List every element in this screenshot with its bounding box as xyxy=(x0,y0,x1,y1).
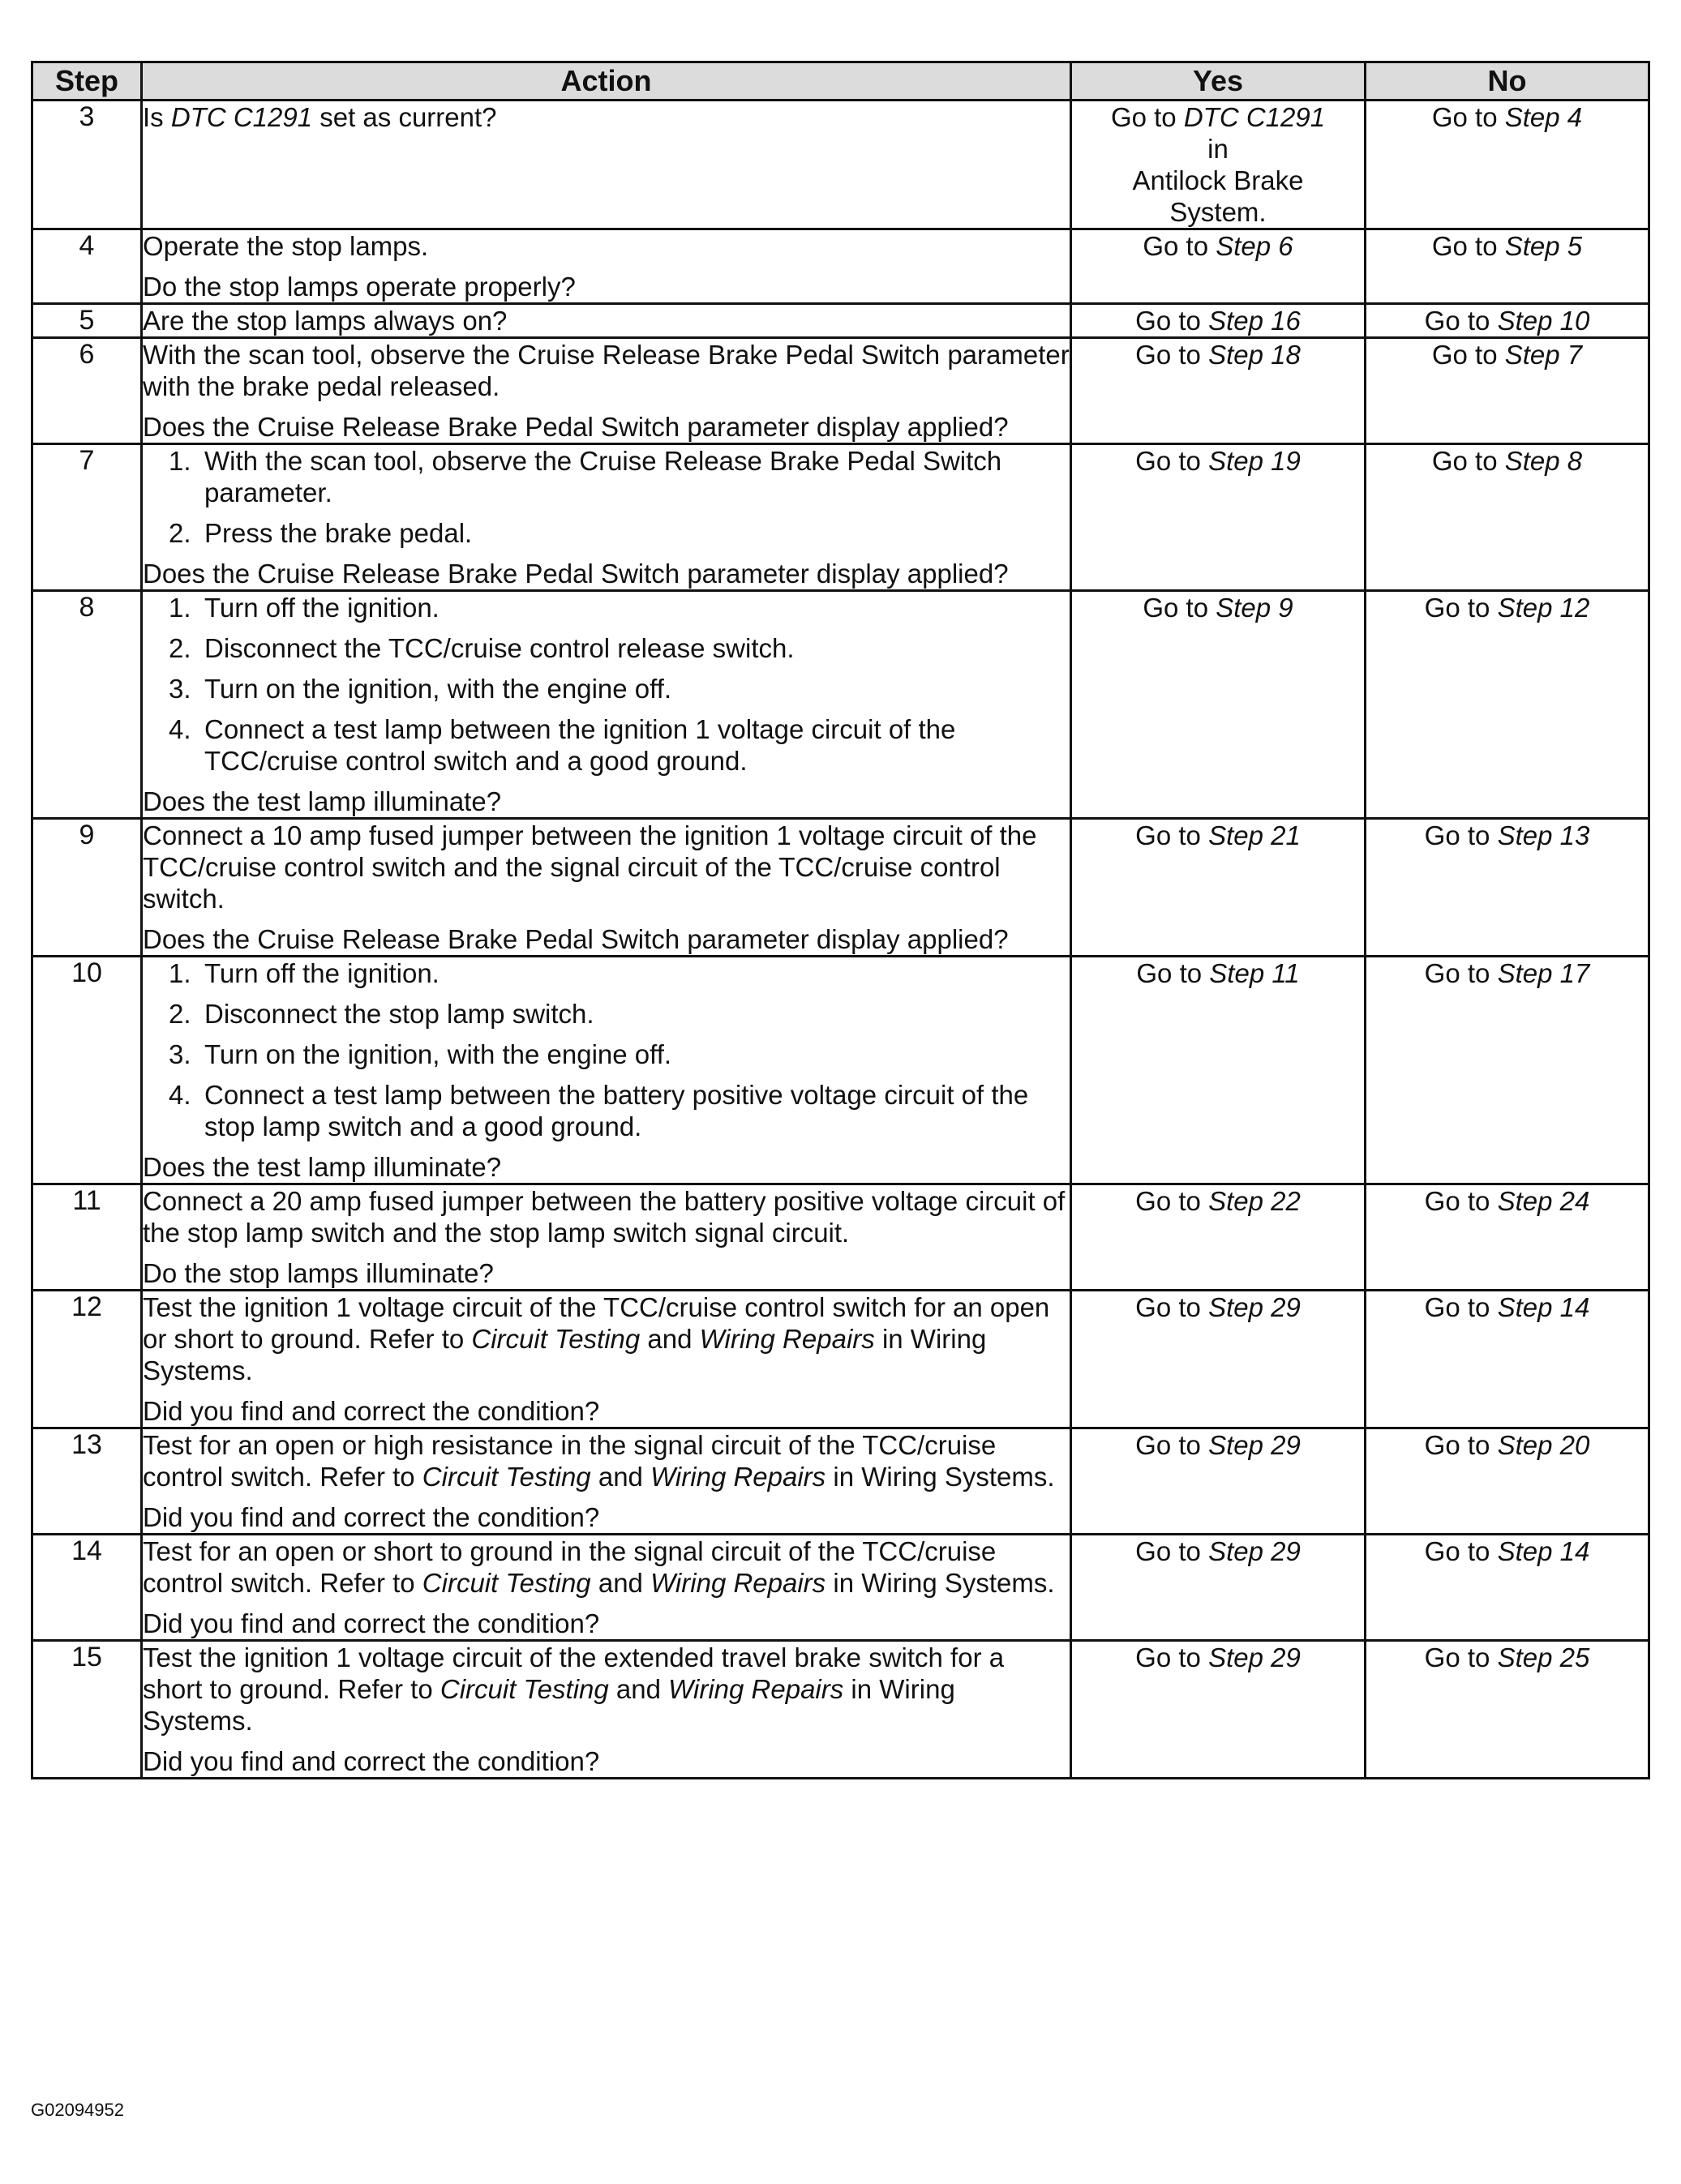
no-goto-prefix: Go to xyxy=(1424,1292,1498,1322)
yes-goto-target: Step 29 xyxy=(1208,1430,1301,1460)
action-step-number: 4. xyxy=(169,714,191,744)
yes-goto-prefix: Go to xyxy=(1135,1430,1209,1460)
reference-term: DTC C1291 xyxy=(1183,102,1326,132)
action-step-text: Turn on the ignition, with the engine off. xyxy=(204,674,672,704)
yes-goto-target: Step 29 xyxy=(1208,1536,1301,1566)
action-step-item xyxy=(143,517,1070,549)
table-row xyxy=(32,819,1649,957)
step-number: 9 xyxy=(32,819,142,957)
no-result xyxy=(1366,338,1649,444)
yes-goto-prefix: Go to xyxy=(1136,958,1210,988)
action-step-number: 1. xyxy=(169,593,191,623)
action-text xyxy=(142,229,1071,304)
action-question: Does the Cruise Release Brake Pedal Switch parameter display applied? xyxy=(143,412,1009,442)
table-row xyxy=(32,1535,1649,1641)
reference-term: Circuit Testing xyxy=(471,1324,641,1354)
yes-header: Yes xyxy=(1071,62,1366,101)
no-header: No xyxy=(1366,62,1649,101)
action-paragraph: Test the ignition 1 voltage circuit of the extended travel brake switch for a short to ground. Refer to Circuit Testing and Wiring Repairs in Wiring Systems. xyxy=(143,1642,1005,1736)
yes-goto-target: Step 21 xyxy=(1208,820,1301,850)
yes-goto-target: Step 16 xyxy=(1208,306,1301,336)
no-goto-target: Step 24 xyxy=(1497,1186,1590,1216)
action-question: Did you find and correct the condition? xyxy=(143,1502,600,1532)
action-text xyxy=(142,1291,1071,1428)
action-question: Did you find and correct the condition? xyxy=(143,1608,600,1638)
yes-result xyxy=(1071,819,1366,957)
yes-goto-prefix: Go to xyxy=(1135,820,1209,850)
yes-result xyxy=(1071,1428,1366,1535)
action-text xyxy=(142,304,1071,338)
yes-result xyxy=(1071,1291,1366,1428)
yes-goto-target: Step 29 xyxy=(1208,1642,1301,1672)
no-result xyxy=(1366,1291,1649,1428)
action-steps-list xyxy=(143,957,1070,1142)
step-number: 10 xyxy=(32,957,142,1184)
table-row xyxy=(32,338,1649,444)
yes-result xyxy=(1071,957,1366,1184)
no-goto-target: Step 7 xyxy=(1504,340,1583,370)
action-step-number: 2. xyxy=(169,518,191,548)
yes-goto-target: Step 19 xyxy=(1208,446,1301,476)
action-step-item xyxy=(143,1038,1070,1070)
no-goto-target: Step 4 xyxy=(1504,102,1583,132)
action-paragraph: Test the ignition 1 voltage circuit of the TCC/cruise control switch for an open or short to ground. Refer to Circuit Testing and Wiring Repairs in Wiring Systems. xyxy=(143,1292,1050,1385)
yes-goto-target: Step 11 xyxy=(1209,958,1300,988)
yes-result xyxy=(1071,444,1366,591)
step-number: 8 xyxy=(32,591,142,819)
yes-result xyxy=(1071,304,1366,338)
reference-term: DTC C1291 xyxy=(170,102,313,132)
action-paragraph: Test for an open or short to ground in the signal circuit of the TCC/cruise control switch. Refer to Circuit Testing and Wiring Repairs in Wiring Systems. xyxy=(143,1536,1055,1598)
yes-reference-line: Antilock Brake xyxy=(1132,165,1304,195)
yes-goto-prefix: Go to xyxy=(1135,306,1209,336)
action-paragraph: Connect a 10 amp fused jumper between the ignition 1 voltage circuit of the TCC/cruise control switch and the signal circuit of the TCC/cruise control switch. xyxy=(143,820,1037,914)
action-text xyxy=(142,957,1071,1184)
table-body xyxy=(32,101,1649,1779)
action-question: Does the Cruise Release Brake Pedal Switch parameter display applied? xyxy=(143,924,1009,954)
no-result xyxy=(1366,101,1649,229)
step-header: Step xyxy=(32,62,142,101)
no-result xyxy=(1366,1184,1649,1291)
no-goto-target: Step 10 xyxy=(1497,306,1590,336)
yes-goto-prefix: Go to xyxy=(1135,446,1209,476)
step-number: 6 xyxy=(32,338,142,444)
no-result xyxy=(1366,1428,1649,1535)
step-number: 4 xyxy=(32,229,142,304)
action-step-text: Disconnect the stop lamp switch. xyxy=(204,999,594,1029)
yes-result xyxy=(1071,338,1366,444)
table-row xyxy=(32,444,1649,591)
action-question: Does the test lamp illuminate? xyxy=(143,1152,502,1182)
action-question: Does the Cruise Release Brake Pedal Switch parameter display applied? xyxy=(143,559,1009,589)
yes-reference-line: Go to DTC C1291 xyxy=(1110,102,1326,132)
yes-goto-target: Step 29 xyxy=(1208,1292,1301,1322)
no-goto-target: Step 14 xyxy=(1497,1536,1590,1566)
action-paragraph: Connect a 20 amp fused jumper between the battery positive voltage circuit of the stop lamp switch and the stop lamp switch signal circuit. xyxy=(143,1186,1066,1248)
no-goto-target: Step 13 xyxy=(1497,820,1590,850)
action-step-text: Press the brake pedal. xyxy=(204,518,473,548)
action-text xyxy=(142,1428,1071,1535)
no-goto-target: Step 8 xyxy=(1504,446,1583,476)
no-goto-target: Step 14 xyxy=(1497,1292,1590,1322)
action-steps-list xyxy=(143,445,1070,549)
action-text xyxy=(142,1641,1071,1779)
action-header: Action xyxy=(142,62,1071,101)
action-step-number: 3. xyxy=(169,674,191,704)
yes-goto-target: Step 9 xyxy=(1216,593,1293,623)
yes-reference-line: in xyxy=(1207,134,1229,164)
table-row xyxy=(32,957,1649,1184)
no-result xyxy=(1366,591,1649,819)
table-row xyxy=(32,1291,1649,1428)
no-goto-prefix: Go to xyxy=(1424,1186,1498,1216)
action-step-number: 2. xyxy=(169,999,191,1029)
yes-result xyxy=(1071,1184,1366,1291)
yes-result xyxy=(1071,591,1366,819)
table-row xyxy=(32,101,1649,229)
action-step-item xyxy=(143,998,1070,1030)
action-step-text: Connect a test lamp between the battery positive voltage circuit of the stop lamp switch and a good ground. xyxy=(204,1080,1029,1141)
action-text xyxy=(142,591,1071,819)
yes-goto-target: Step 18 xyxy=(1208,340,1301,370)
no-result xyxy=(1366,1641,1649,1779)
action-step-number: 1. xyxy=(169,958,191,988)
action-step-text: Turn off the ignition. xyxy=(204,958,440,988)
no-goto-prefix: Go to xyxy=(1424,1642,1498,1672)
yes-goto-prefix: Go to xyxy=(1143,231,1216,261)
no-result xyxy=(1366,1535,1649,1641)
yes-reference-stack xyxy=(1072,101,1364,228)
action-step-number: 2. xyxy=(169,633,191,663)
action-step-item xyxy=(143,1079,1070,1142)
step-number: 15 xyxy=(32,1641,142,1779)
action-step-text: With the scan tool, observe the Cruise Release Brake Pedal Switch parameter. xyxy=(204,446,1002,507)
no-result xyxy=(1366,819,1649,957)
action-paragraph: Operate the stop lamps. xyxy=(143,231,429,261)
step-number: 11 xyxy=(32,1184,142,1291)
action-paragraph: Is DTC C1291 set as current? xyxy=(143,102,497,132)
no-goto-target: Step 5 xyxy=(1504,231,1583,261)
table-row xyxy=(32,591,1649,819)
action-step-text: Connect a test lamp between the ignition 1 voltage circuit of the TCC/cruise control switch and a good ground. xyxy=(204,714,956,776)
yes-result xyxy=(1071,101,1366,229)
step-number: 12 xyxy=(32,1291,142,1428)
action-step-item xyxy=(143,592,1070,623)
action-step-item xyxy=(143,957,1070,989)
step-number: 5 xyxy=(32,304,142,338)
yes-goto-target: Step 6 xyxy=(1216,231,1293,261)
action-question: Do the stop lamps operate properly? xyxy=(143,272,576,302)
action-step-text: Disconnect the TCC/cruise control release switch. xyxy=(204,633,795,663)
action-text xyxy=(142,1184,1071,1291)
no-goto-target: Step 20 xyxy=(1497,1430,1590,1460)
reference-term: Circuit Testing xyxy=(422,1568,591,1598)
figure-id: G02094952 xyxy=(31,2100,124,2120)
reference-term: Wiring Repairs xyxy=(650,1462,826,1492)
action-step-number: 3. xyxy=(169,1039,191,1069)
action-steps-list xyxy=(143,592,1070,777)
yes-goto-prefix: Go to xyxy=(1135,1292,1209,1322)
reference-term: Wiring Repairs xyxy=(650,1568,826,1598)
action-question: Does the test lamp illuminate? xyxy=(143,786,502,816)
step-number: 3 xyxy=(32,101,142,229)
no-result xyxy=(1366,304,1649,338)
no-goto-prefix: Go to xyxy=(1431,102,1505,132)
no-goto-prefix: Go to xyxy=(1424,593,1498,623)
no-goto-prefix: Go to xyxy=(1424,1536,1498,1566)
no-goto-prefix: Go to xyxy=(1424,820,1498,850)
no-goto-target: Step 12 xyxy=(1497,593,1590,623)
action-question: Are the stop lamps always on? xyxy=(143,306,508,336)
action-paragraph: With the scan tool, observe the Cruise Release Brake Pedal Switch parameter with the brake pedal released. xyxy=(143,340,1070,401)
no-goto-prefix: Go to xyxy=(1424,958,1498,988)
header-row xyxy=(32,62,1649,101)
action-text xyxy=(142,338,1071,444)
reference-term: Wiring Repairs xyxy=(699,1324,875,1354)
yes-goto-prefix: Go to xyxy=(1135,340,1209,370)
no-goto-target: Step 17 xyxy=(1497,958,1590,988)
action-text xyxy=(142,819,1071,957)
yes-reference-line: System. xyxy=(1169,197,1267,227)
yes-goto-prefix: Go to xyxy=(1143,593,1216,623)
yes-result xyxy=(1071,229,1366,304)
table-row xyxy=(32,1641,1649,1779)
no-result xyxy=(1366,957,1649,1184)
action-paragraph: Test for an open or high resistance in the signal circuit of the TCC/cruise control switch. Refer to Circuit Testing and Wiring Repairs in Wiring Systems. xyxy=(143,1430,1055,1492)
action-text xyxy=(142,101,1071,229)
no-goto-prefix: Go to xyxy=(1424,1430,1498,1460)
no-goto-prefix: Go to xyxy=(1431,446,1505,476)
action-step-item xyxy=(143,673,1070,704)
step-number: 7 xyxy=(32,444,142,591)
no-result xyxy=(1366,229,1649,304)
action-text xyxy=(142,444,1071,591)
action-question: Did you find and correct the condition? xyxy=(143,1396,600,1426)
reference-term: Circuit Testing xyxy=(440,1674,609,1704)
no-goto-target: Step 25 xyxy=(1497,1642,1590,1672)
no-result xyxy=(1366,444,1649,591)
action-step-item xyxy=(143,445,1070,508)
action-step-item xyxy=(143,632,1070,664)
action-step-number: 1. xyxy=(169,446,191,476)
no-goto-prefix: Go to xyxy=(1424,306,1498,336)
action-question: Do the stop lamps illuminate? xyxy=(143,1258,494,1288)
table-row xyxy=(32,229,1649,304)
action-question: Did you find and correct the condition? xyxy=(143,1746,600,1776)
reference-term: Circuit Testing xyxy=(422,1462,591,1492)
yes-goto-prefix: Go to xyxy=(1135,1186,1209,1216)
action-step-text: Turn off the ignition. xyxy=(204,593,440,623)
yes-goto-prefix: Go to xyxy=(1135,1536,1209,1566)
table-row xyxy=(32,304,1649,338)
table-row xyxy=(32,1184,1649,1291)
action-step-text: Turn on the ignition, with the engine off. xyxy=(204,1039,672,1069)
reference-term: Wiring Repairs xyxy=(668,1674,844,1704)
action-text xyxy=(142,1535,1071,1641)
step-number: 14 xyxy=(32,1535,142,1641)
diagnostic-table xyxy=(31,61,1650,1779)
yes-result xyxy=(1071,1535,1366,1641)
yes-goto-target: Step 22 xyxy=(1208,1186,1301,1216)
action-step-number: 4. xyxy=(169,1080,191,1110)
step-number: 13 xyxy=(32,1428,142,1535)
no-goto-prefix: Go to xyxy=(1431,340,1505,370)
yes-goto-prefix: Go to xyxy=(1135,1642,1209,1672)
table-row xyxy=(32,1428,1649,1535)
yes-result xyxy=(1071,1641,1366,1779)
no-goto-prefix: Go to xyxy=(1431,231,1505,261)
action-step-item xyxy=(143,713,1070,777)
